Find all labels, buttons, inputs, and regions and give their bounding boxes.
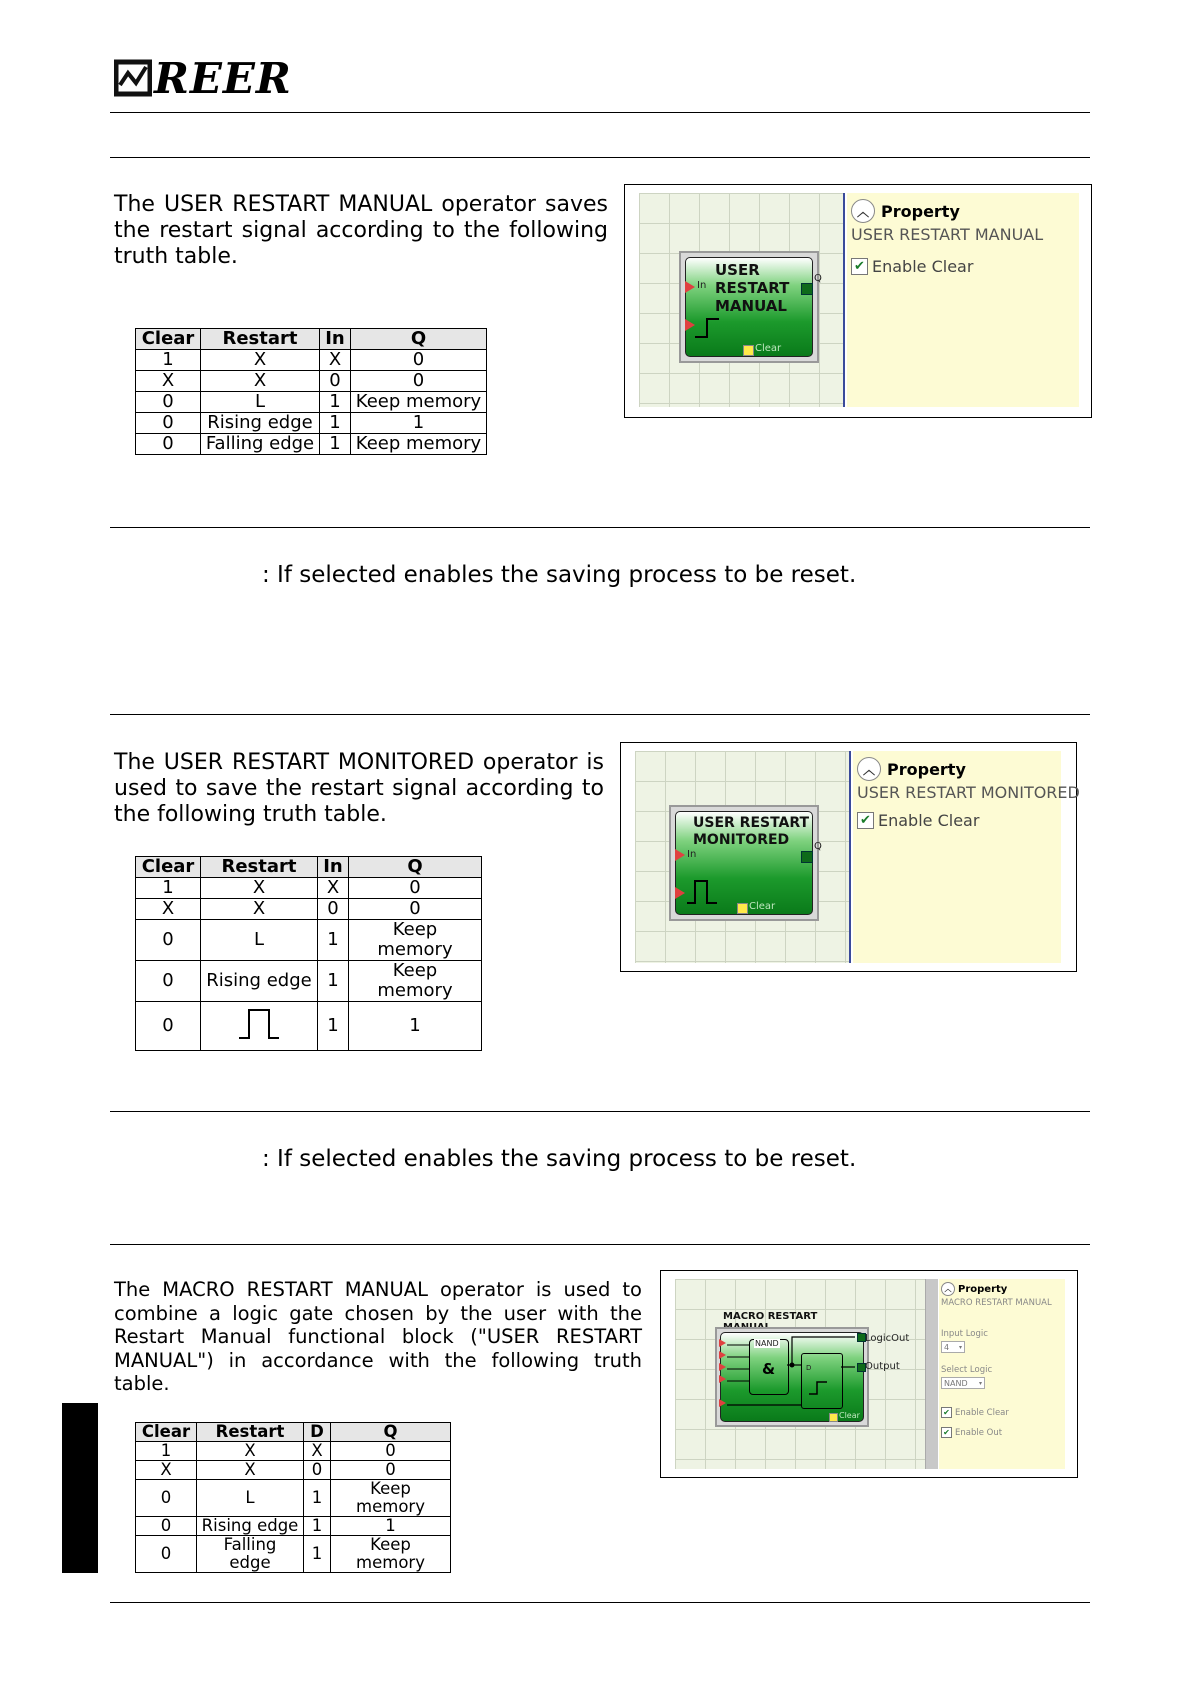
cell: 0 <box>136 392 201 413</box>
cell: X <box>136 1461 197 1480</box>
enable-clear-note: : If selected enables the saving process to be reset. <box>262 562 857 588</box>
section-divider <box>110 157 1090 158</box>
cell: Rising edge <box>201 961 318 1002</box>
cell: 1 <box>320 413 351 434</box>
cell: 1 <box>320 434 351 455</box>
checkbox-checked-icon[interactable]: ✔ <box>941 1407 952 1418</box>
property-header[interactable] <box>857 757 966 781</box>
select-logic-select[interactable] <box>941 1377 985 1389</box>
input-port-2[interactable] <box>719 1351 726 1359</box>
chapter-edge-tab <box>62 1403 98 1573</box>
property-title: Property <box>887 759 966 779</box>
select-logic-value: NAND <box>944 1378 968 1388</box>
section3-truth-table <box>135 1422 451 1573</box>
table-header-row <box>136 1423 451 1442</box>
cell: X <box>136 899 201 920</box>
cell: Falling edge <box>197 1536 304 1573</box>
table-row <box>136 961 482 1002</box>
q-label: Q <box>814 841 822 852</box>
enable-clear-label: Enable Clear <box>955 1407 1009 1418</box>
section-divider <box>110 1111 1090 1112</box>
canvas-scrollbar[interactable] <box>925 1279 938 1469</box>
block-title-line: MACRO RESTART <box>723 1311 818 1322</box>
cell: X <box>201 878 318 899</box>
collapse-chevron-up-icon[interactable]: ︿ <box>851 199 875 223</box>
col-restart: Restart <box>201 329 320 350</box>
property-header[interactable] <box>851 199 960 223</box>
cell: Keep memory <box>331 1480 451 1517</box>
property-header[interactable] <box>941 1282 1007 1296</box>
operator-name: MACRO RESTART MANUAL <box>941 1298 1052 1308</box>
table-header-row <box>136 329 487 350</box>
cell: 0 <box>318 899 349 920</box>
cell: Rising edge <box>197 1517 304 1536</box>
cell: Keep memory <box>351 392 487 413</box>
pulse-icon <box>237 1006 281 1042</box>
input-port-restart[interactable] <box>675 887 685 899</box>
q-label: Q <box>814 273 822 284</box>
block-title-line: RESTART <box>715 279 790 297</box>
table-row <box>136 1002 482 1051</box>
cell: 0 <box>349 899 482 920</box>
table-row <box>136 392 487 413</box>
section2-truth-table <box>135 856 482 1051</box>
input-port-4[interactable] <box>719 1375 726 1383</box>
clear-port[interactable] <box>737 903 748 914</box>
cell: 1 <box>318 961 349 1002</box>
cell: 0 <box>331 1442 451 1461</box>
cell: L <box>201 920 318 961</box>
cell: Keep memory <box>351 434 487 455</box>
enable-out-label: Enable Out <box>955 1427 1003 1438</box>
clear-label: Clear <box>755 343 782 354</box>
cell: 0 <box>304 1461 331 1480</box>
section-divider <box>110 527 1090 528</box>
col-restart: Restart <box>197 1423 304 1442</box>
col-clear: Clear <box>136 1423 197 1442</box>
collapse-chevron-up-icon[interactable]: ︿ <box>857 757 881 781</box>
in-label: In <box>697 280 707 291</box>
table-row <box>136 1461 451 1480</box>
input-logic-select[interactable] <box>941 1341 965 1353</box>
user-restart-manual-screenshot <box>624 184 1092 418</box>
cell: 1 <box>349 1002 482 1051</box>
cell: 1 <box>351 413 487 434</box>
table-row <box>136 371 487 392</box>
col-in: In <box>318 857 349 878</box>
enable-clear-checkbox[interactable] <box>941 1407 1009 1418</box>
d-label: D <box>806 1364 812 1372</box>
cell: 1 <box>136 878 201 899</box>
in-label: In <box>687 849 697 860</box>
table-row <box>136 899 482 920</box>
table-row <box>136 878 482 899</box>
chevron-down-icon: ▾ <box>978 1379 982 1387</box>
enable-clear-checkbox[interactable] <box>851 257 973 276</box>
cell: 0 <box>136 1480 197 1517</box>
cell: 0 <box>136 1536 197 1573</box>
table-row <box>136 434 487 455</box>
clear-port[interactable] <box>829 1413 838 1422</box>
block-title <box>715 261 789 315</box>
cell: X <box>201 899 318 920</box>
checkbox-checked-icon[interactable]: ✔ <box>941 1427 952 1438</box>
section-divider <box>110 714 1090 715</box>
property-panel <box>939 1279 1065 1469</box>
cell: 0 <box>136 1517 197 1536</box>
enable-clear-label: Enable Clear <box>872 257 974 276</box>
property-title: Property <box>958 1283 1008 1295</box>
cell: L <box>197 1480 304 1517</box>
cell: Keep memory <box>349 961 482 1002</box>
section3-paragraph: The MACRO RESTART MANUAL operator is used to combine a logic gate chosen by the user with the Restart Manual functional block ("USER RESTART MANUAL") in accordance with the following truth table. <box>114 1278 642 1395</box>
cell: X <box>201 350 320 371</box>
collapse-chevron-up-icon[interactable]: ︿ <box>941 1282 955 1296</box>
table-row <box>136 1517 451 1536</box>
cell: 0 <box>136 413 201 434</box>
cell: 0 <box>136 961 201 1002</box>
cell: 0 <box>349 878 482 899</box>
input-port-in[interactable] <box>685 281 695 293</box>
cell: 1 <box>136 1442 197 1461</box>
cell: 1 <box>304 1517 331 1536</box>
select-logic-label: Select Logic <box>941 1365 993 1375</box>
cell: 0 <box>320 371 351 392</box>
reer-logo <box>114 53 292 103</box>
col-clear: Clear <box>136 329 201 350</box>
clear-label: Clear <box>749 901 776 912</box>
input-logic-value: 4 <box>944 1342 950 1352</box>
col-clear: Clear <box>136 857 201 878</box>
input-logic-label: Input Logic <box>941 1329 988 1339</box>
col-restart: Restart <box>201 857 318 878</box>
col-q: Q <box>331 1423 451 1442</box>
table-row <box>136 413 487 434</box>
cell: 0 <box>351 371 487 392</box>
checkbox-checked-icon[interactable]: ✔ <box>851 258 868 275</box>
input-port-3[interactable] <box>719 1363 726 1371</box>
section1-truth-table <box>135 328 487 455</box>
cell: 0 <box>136 434 201 455</box>
gate-label: NAND <box>755 1339 779 1348</box>
logo-text: REER <box>154 53 292 103</box>
footer-rule <box>110 1602 1090 1603</box>
table-row <box>136 1480 451 1517</box>
output-label: Output <box>865 1361 900 1372</box>
operator-name: USER RESTART MONITORED <box>857 783 1080 802</box>
input-port-restart[interactable] <box>719 1399 726 1407</box>
enable-clear-checkbox[interactable] <box>857 811 979 830</box>
cell: Keep memory <box>331 1536 451 1573</box>
cell-pulse <box>201 1002 318 1051</box>
cell: 0 <box>331 1461 451 1480</box>
col-in: In <box>320 329 351 350</box>
cell: X <box>197 1461 304 1480</box>
clear-label: Clear <box>839 1411 860 1420</box>
cell: Falling edge <box>201 434 320 455</box>
reer-logo-mark-icon <box>114 59 152 97</box>
cell: Rising edge <box>201 413 320 434</box>
checkbox-checked-icon[interactable]: ✔ <box>857 812 874 829</box>
function-block <box>669 805 822 921</box>
cell: X <box>320 350 351 371</box>
chevron-down-icon: ▾ <box>958 1343 962 1351</box>
rising-edge-icon <box>693 315 721 341</box>
cell: Keep memory <box>349 920 482 961</box>
cell: X <box>136 371 201 392</box>
input-port-in[interactable] <box>675 849 685 861</box>
pulse-icon <box>685 877 719 907</box>
block-title-line: MONITORED <box>693 832 790 848</box>
col-q: Q <box>351 329 487 350</box>
user-restart-monitored-screenshot <box>620 742 1080 972</box>
block-title-line: MANUAL <box>715 297 787 315</box>
cell: 1 <box>331 1517 451 1536</box>
gate-symbol: & <box>762 1360 776 1378</box>
macro-restart-manual-screenshot <box>660 1270 1078 1478</box>
cell: 1 <box>318 1002 349 1051</box>
cell: 1 <box>304 1536 331 1573</box>
cell: 0 <box>136 920 201 961</box>
enable-clear-label: Enable Clear <box>878 811 980 830</box>
table-row <box>136 920 482 961</box>
block-title-line: USER <box>715 261 760 279</box>
operator-name: USER RESTART MANUAL <box>851 225 1044 244</box>
cell: X <box>304 1442 331 1461</box>
table-row <box>136 1536 451 1573</box>
logicout-label: LogicOut <box>865 1333 910 1344</box>
property-panel <box>853 751 1080 963</box>
table-row <box>136 1442 451 1461</box>
cell: 1 <box>318 920 349 961</box>
output-port-q[interactable] <box>801 283 813 295</box>
enable-out-checkbox[interactable] <box>941 1427 1002 1438</box>
cell: X <box>318 878 349 899</box>
table-row <box>136 350 487 371</box>
cell: X <box>197 1442 304 1461</box>
cell: 0 <box>136 1002 201 1051</box>
function-block <box>679 251 822 363</box>
property-panel <box>847 193 1079 407</box>
table-header-row <box>136 857 482 878</box>
header-rule <box>110 112 1090 113</box>
section-divider <box>110 1244 1090 1245</box>
cell: 1 <box>136 350 201 371</box>
macro-block <box>715 1327 869 1427</box>
output-port-q[interactable] <box>801 851 813 863</box>
section1-paragraph: The USER RESTART MANUAL operator saves the restart signal according to the following truth table. <box>114 192 608 269</box>
col-q: Q <box>349 857 482 878</box>
enable-clear-note: : If selected enables the saving process to be reset. <box>262 1146 857 1172</box>
block-title <box>693 815 809 849</box>
section2-paragraph: The USER RESTART MONITORED operator is used to save the restart signal according to the following truth table. <box>114 750 604 827</box>
block-title-line: USER RESTART <box>693 815 810 831</box>
cell: X <box>201 371 320 392</box>
property-title: Property <box>881 201 960 221</box>
cell: 0 <box>351 350 487 371</box>
cell: 1 <box>304 1480 331 1517</box>
cell: L <box>201 392 320 413</box>
cell: 1 <box>320 392 351 413</box>
input-port-1[interactable] <box>719 1339 726 1347</box>
col-d: D <box>304 1423 331 1442</box>
clear-port[interactable] <box>743 345 754 356</box>
